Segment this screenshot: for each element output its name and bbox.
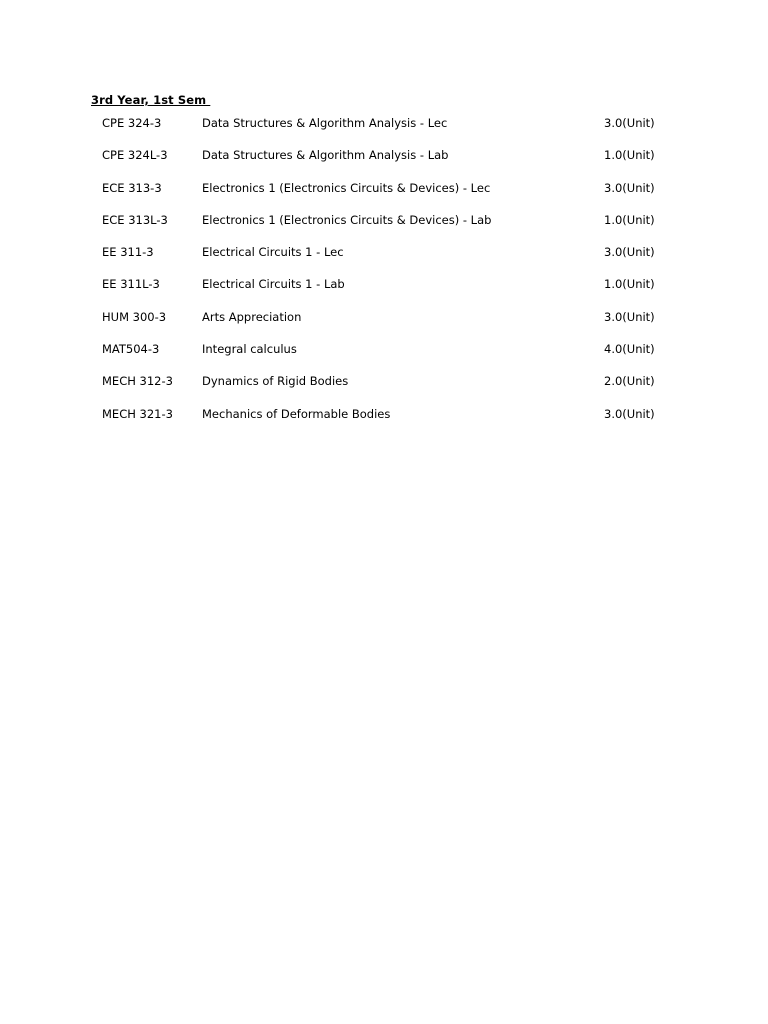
semester-title: 3rd Year, 1st Sem: [91, 93, 211, 107]
course-name: Data Structures & Algorithm Analysis - Lab: [202, 148, 449, 163]
course-code: CPE 324-3: [102, 116, 162, 130]
course-name: Electronics 1 (Electronics Circuits & Devices) - Lec: [202, 180, 491, 195]
course-row: [102, 309, 662, 341]
course-code: MECH 321-3: [102, 406, 173, 421]
course-code: EE 311L-3: [102, 277, 160, 292]
course-name: Arts Appreciation: [202, 309, 302, 324]
course-name: Mechanics of Deformable Bodies: [202, 406, 391, 421]
course-units: 1.0(Unit): [604, 148, 655, 163]
course-code: MECH 312-3: [102, 374, 173, 389]
course-name: Integral calculus: [202, 342, 297, 357]
course-name: Electrical Circuits 1 - Lec: [202, 245, 344, 260]
course-units: 4.0(Unit): [604, 342, 655, 357]
course-row: [102, 276, 662, 308]
course-units: 3.0(Unit): [604, 180, 655, 195]
course-name: Dynamics of Rigid Bodies: [202, 374, 349, 389]
course-row: [102, 115, 662, 147]
course-row: [102, 212, 662, 244]
course-row: [102, 147, 662, 179]
course-code: ECE 313L-3: [102, 212, 168, 227]
course-code: EE 311-3: [102, 245, 154, 260]
course-row: [102, 406, 662, 438]
course-units: 3.0(Unit): [604, 116, 655, 130]
course-units: 1.0(Unit): [604, 212, 655, 227]
course-code: CPE 324L-3: [102, 148, 168, 163]
course-row: [102, 244, 662, 276]
course-units: 1.0(Unit): [604, 277, 655, 292]
course-row: [102, 373, 662, 405]
course-name: Data Structures & Algorithm Analysis - Lec: [202, 116, 448, 130]
course-units: 3.0(Unit): [604, 309, 655, 324]
course-code: ECE 313-3: [102, 180, 162, 195]
course-code: MAT504-3: [102, 342, 160, 357]
course-code: HUM 300-3: [102, 309, 167, 324]
course-name: Electronics 1 (Electronics Circuits & Devices) - Lab: [202, 212, 492, 227]
course-name: Electrical Circuits 1 - Lab: [202, 277, 345, 292]
course-units: 2.0(Unit): [604, 374, 655, 389]
course-list: [102, 115, 662, 438]
course-units: 3.0(Unit): [604, 245, 655, 260]
course-row: [102, 341, 662, 373]
course-row: [102, 180, 662, 212]
course-units: 3.0(Unit): [604, 406, 655, 421]
